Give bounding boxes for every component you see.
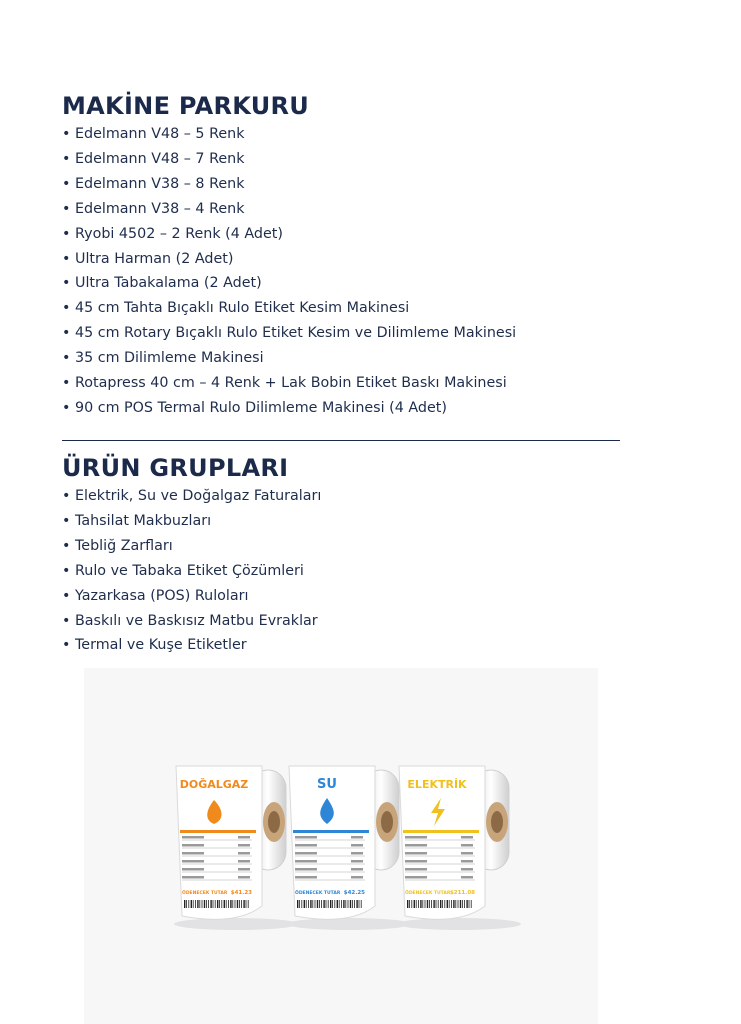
invoice-rolls-image [84,668,598,1024]
machine-list-item: • Ultra Harman (2 Adet) [62,247,516,272]
product-list [62,484,321,658]
product-groups-title: ÜRÜN GRUPLARI [62,454,289,482]
roll-total-label: ÖDENECEK TUTAR [182,891,228,896]
invoice-roll-1 [174,766,298,930]
roll-total-label: ÖDENECEK TUTAR [295,891,341,896]
roll-amount: $211.08 [449,890,475,896]
roll-title: SU [317,777,337,792]
product-list-item: • Rulo ve Tabaka Etiket Çözümleri [62,559,321,584]
machine-park-title: MAKİNE PARKURU [62,92,310,120]
product-groups-section [62,454,321,658]
machine-list-item: • Edelmann V38 – 8 Renk [62,172,516,197]
machine-list-item: • 90 cm POS Termal Rulo Dilimleme Makinesi (4 Adet) [62,396,516,421]
invoice-roll-2 [287,766,411,930]
machine-list-item: • 45 cm Rotary Bıçaklı Rulo Etiket Kesim ve Dilimleme Makinesi [62,321,516,346]
roll-total-label: ÖDENECEK TUTAR [405,891,451,896]
machine-park-section [62,92,516,421]
product-list-item: • Elektrik, Su ve Doğalgaz Faturaları [62,484,321,509]
machine-list-item: • Ultra Tabakalama (2 Adet) [62,271,516,296]
machine-list [62,122,516,421]
machine-list-item: • Edelmann V38 – 4 Renk [62,197,516,222]
machine-list-item: • 35 cm Dilimleme Makinesi [62,346,516,371]
product-list-item: • Tebliğ Zarfları [62,534,321,559]
roll-amount: $42.25 [343,890,365,896]
product-list-item: • Termal ve Kuşe Etiketler [62,633,321,658]
product-list-item: • Baskılı ve Baskısız Matbu Evraklar [62,609,321,634]
machine-list-item: • Rotapress 40 cm – 4 Renk + Lak Bobin Etiket Baskı Makinesi [62,371,516,396]
section-divider [62,440,620,441]
product-list-item: • Tahsilat Makbuzları [62,509,321,534]
machine-list-item: • Edelmann V48 – 7 Renk [62,147,516,172]
roll-title: ELEKTRİK [407,778,467,791]
roll-title: DOĞALGAZ [179,778,249,791]
roll-amount: $41.23 [230,890,252,896]
machine-list-item: • 45 cm Tahta Bıçaklı Rulo Etiket Kesim Makinesi [62,296,516,321]
machine-list-item: • Ryobi 4502 – 2 Renk (4 Adet) [62,222,516,247]
machine-list-item: • Edelmann V48 – 5 Renk [62,122,516,147]
invoice-roll-3 [397,766,521,930]
product-list-item: • Yazarkasa (POS) Ruloları [62,584,321,609]
